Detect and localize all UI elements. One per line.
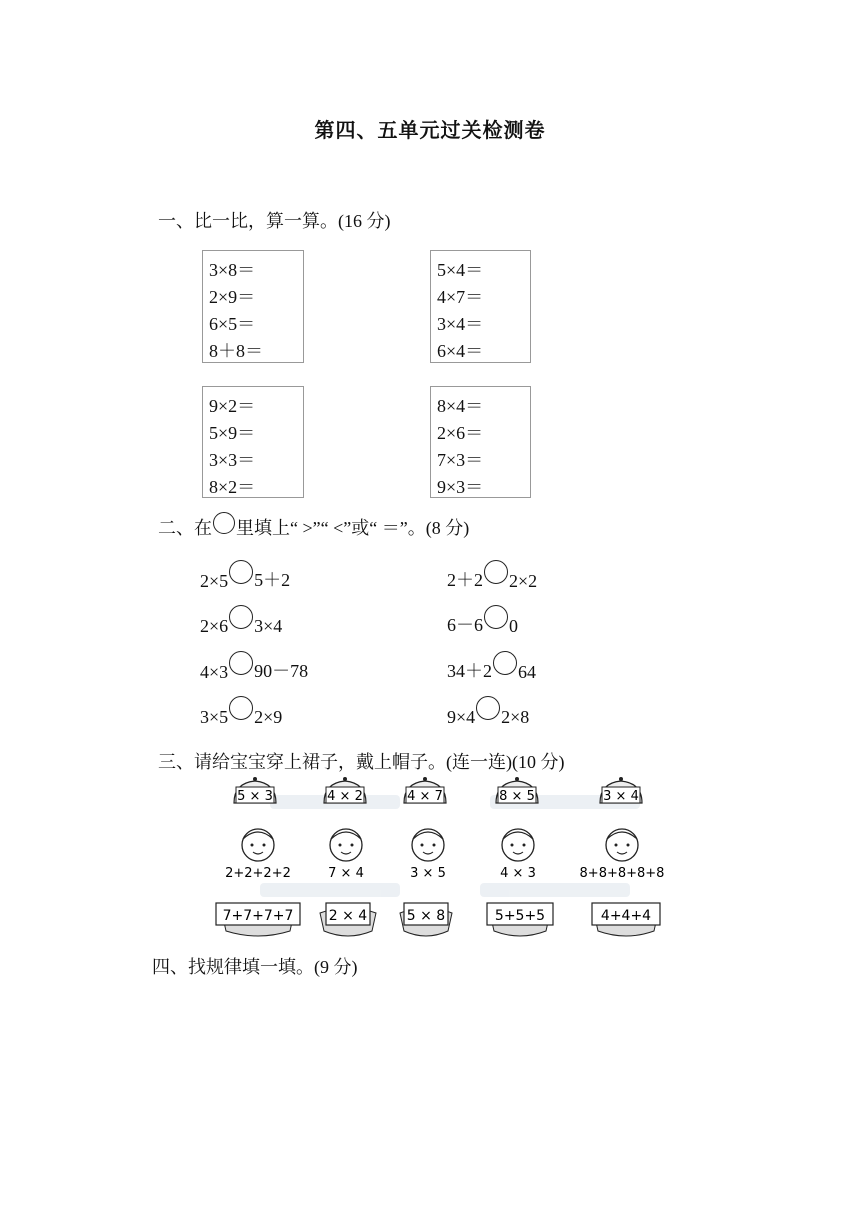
- hat[interactable]: [496, 777, 538, 804]
- calc-item: 6×5＝: [209, 314, 256, 334]
- expr-right: 5＋2: [254, 570, 291, 590]
- skirt-label: 7+7+7+7: [222, 908, 294, 924]
- skirt-label: 2 × 4: [328, 908, 368, 924]
- hat[interactable]: [324, 777, 366, 804]
- calc-item: 3×3＝: [209, 450, 256, 470]
- skirt-label: 4+4+4: [600, 908, 652, 924]
- expr-right: 2×8: [501, 707, 530, 727]
- section1-heading: 一、比一比，算一算。(16 分): [158, 211, 391, 231]
- calc-item: 6×4＝: [437, 341, 484, 361]
- calc-box-1: [202, 250, 304, 363]
- calc-item: 5×4＝: [437, 260, 484, 280]
- calc-item: 8×4＝: [437, 396, 484, 416]
- expr-left: 2＋2: [447, 570, 483, 590]
- compare-item: [447, 651, 536, 683]
- calc-box-3: [202, 386, 304, 498]
- answer-circle[interactable]: [484, 605, 508, 629]
- answer-circle[interactable]: [229, 560, 253, 584]
- hat-label: 4 × 7: [407, 789, 443, 804]
- expr-right: 64: [518, 662, 536, 682]
- expr-right: 0: [509, 616, 518, 636]
- compare-item: [200, 696, 282, 728]
- expr-left: 6－6: [447, 615, 483, 635]
- section2-heading-pre: 二、在: [158, 518, 212, 538]
- calc-item: 8＋8＝: [209, 341, 263, 361]
- answer-circle[interactable]: [476, 696, 500, 720]
- hat-label: 4 × 2: [327, 789, 363, 804]
- baby-label: 2+2+2+2: [225, 866, 291, 881]
- page-title: 第四、五单元过关检测卷: [314, 118, 546, 142]
- baby-label: 7 × 4: [328, 866, 364, 881]
- hat[interactable]: [404, 777, 446, 804]
- answer-circle[interactable]: [493, 651, 517, 675]
- expr-left: 3×5: [200, 707, 229, 727]
- baby-face-icon: [502, 829, 534, 861]
- baby-face-icon: [412, 829, 444, 861]
- expr-right: 2×2: [509, 571, 538, 591]
- skirt-label: 5 × 8: [406, 908, 446, 924]
- calc-item: 9×3＝: [437, 477, 484, 497]
- calc-item: 3×8＝: [209, 260, 256, 280]
- hat[interactable]: [234, 777, 276, 804]
- watermark: [260, 795, 640, 897]
- compare-item: [447, 560, 537, 592]
- expr-left: 9×4: [447, 707, 476, 727]
- section2-heading: [158, 512, 469, 540]
- compare-item: [200, 651, 308, 683]
- calc-item: 4×7＝: [437, 287, 484, 307]
- calc-item: 5×9＝: [209, 423, 256, 443]
- skirt[interactable]: [320, 903, 376, 936]
- skirt[interactable]: [487, 903, 553, 936]
- expr-left: 2×5: [200, 571, 229, 591]
- expr-right: 2×9: [254, 707, 283, 727]
- skirt-label: 5+5+5: [494, 908, 546, 924]
- section4-heading: 四、找规律填一填。(9 分): [152, 957, 358, 977]
- calc-item: 7×3＝: [437, 450, 484, 470]
- matching-illustration: [210, 773, 670, 943]
- baby-label: 3 × 5: [410, 866, 446, 881]
- section2-heading-post: 里填上“ >”“ <”或“ ＝”。(8 分): [236, 518, 470, 538]
- expr-right: 3×4: [254, 616, 283, 636]
- compare-item: [200, 605, 282, 637]
- calc-item: 9×2＝: [209, 396, 256, 416]
- answer-circle[interactable]: [229, 651, 253, 675]
- answer-circle[interactable]: [229, 696, 253, 720]
- compare-item: [447, 696, 529, 728]
- skirt[interactable]: [592, 903, 660, 936]
- expr-right: 90－78: [254, 661, 309, 681]
- baby-face-icon: [330, 829, 362, 861]
- calc-item: 2×6＝: [437, 423, 484, 443]
- calc-item: 3×4＝: [437, 314, 484, 334]
- compare-item: [447, 605, 518, 637]
- calc-box-2: [430, 250, 531, 363]
- hat-label: 5 × 3: [237, 789, 273, 804]
- expr-left: 2×6: [200, 616, 229, 636]
- calc-item: 2×9＝: [209, 287, 256, 307]
- baby-label: 8+8+8+8+8: [579, 866, 665, 881]
- skirt[interactable]: [216, 903, 300, 936]
- calc-item: 8×2＝: [209, 477, 256, 497]
- answer-circle[interactable]: [484, 560, 508, 584]
- compare-item: [200, 560, 290, 592]
- expr-left: 4×3: [200, 662, 229, 682]
- skirt[interactable]: [400, 903, 452, 936]
- baby-face-icon: [606, 829, 638, 861]
- expr-left: 34＋2: [447, 661, 492, 681]
- answer-circle[interactable]: [229, 605, 253, 629]
- hat-label: 3 × 4: [603, 789, 639, 804]
- hat[interactable]: [600, 777, 642, 804]
- section3-heading: 三、请给宝宝穿上裙子，戴上帽子。(连一连)(10 分): [158, 752, 565, 772]
- baby-label: 4 × 3: [500, 866, 536, 881]
- hat-label: 8 × 5: [499, 789, 535, 804]
- calc-box-4: [430, 386, 531, 498]
- blank-circle-icon: [213, 512, 235, 534]
- baby-face-icon: [242, 829, 274, 861]
